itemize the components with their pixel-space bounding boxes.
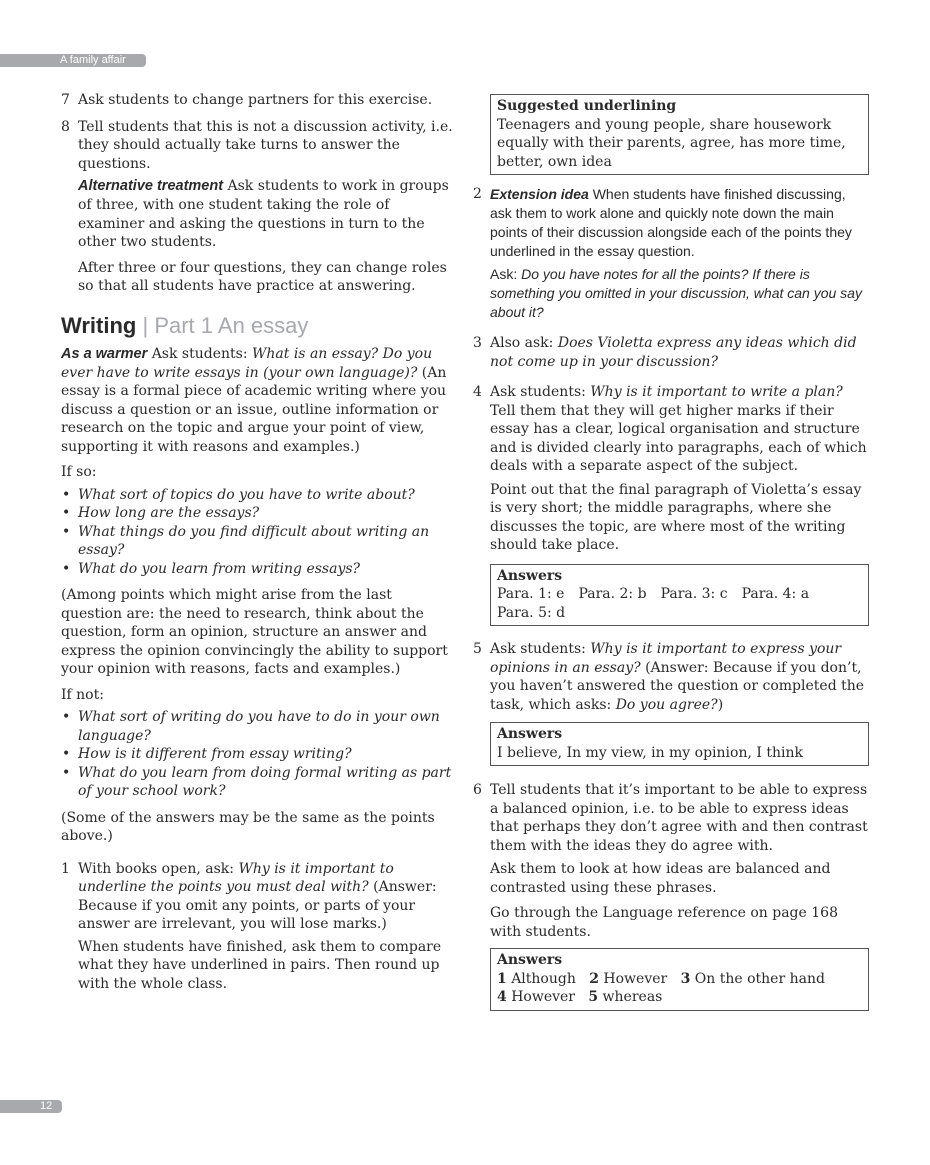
answer-item: Para. 3: c [660,586,728,602]
compare-instructions: When students have finished, ask them to compare what they have underlined in pairs. Then round up with the whole class. [78,938,442,992]
section-tab-label: A family affair [60,54,126,66]
warmer-label: As a warmer [61,345,148,362]
list-item-text: What sort of topics do you have to write about? [78,486,415,503]
language-reference-note: Go through the Language reference on page 168 with students. [490,905,838,940]
step-question: Does Violetta express any ideas which did not come up in your discussion? [490,335,857,370]
step-number: 8 [61,118,70,135]
step-text: Ask students: [490,641,591,657]
box-heading: Answers [497,726,563,742]
ask-label: Ask: [490,266,522,282]
list-item-text: What do you learn from writing essays? [78,560,361,577]
step-4 [473,383,869,476]
step-number: 6 [473,782,482,798]
suggested-underlining-box [490,94,869,175]
step-text: With books open, ask: [78,860,239,877]
final-paragraph-note: Point out that the final paragraph of Violetta’s essay is very short; the middle paragraphs, where she discusses the topic, are where most of the writing should take place. [490,481,862,553]
step-5 [473,640,869,714]
right-column [473,94,869,1021]
box-heading: Answers [497,952,563,968]
step-question: Why is it important to express your opinions in an essay? [490,641,842,676]
step-number: 5 [473,641,482,657]
warmer-paragraph [61,345,457,457]
step-text: Tell students that it’s important to be able to express a balanced opinion, i.e. to be able to express ideas that perhaps they don’t agree with and then contrast them with the ideas they do agree with. [490,782,868,854]
left-column [61,91,457,1000]
list-item: • What sort of writing do you have to do in your own language? [62,709,440,744]
step-2 [473,185,869,261]
list-item: • What do you learn from writing essays? [62,560,361,577]
section-heading-title: Writing [61,312,137,338]
answer-text: whereas [598,989,663,1005]
list-item: • What sort of topics do you have to write about? [62,486,415,503]
list-item: • What do you learn from doing formal writing as part of your school work? [62,764,452,799]
step-text: Ask students: [490,384,591,400]
warmer-explanation: (An essay is a formal piece of academic writing where you discuss a question or an issue, outline information or research on the topic and argue your point of view, supporting it with reasons and examples.) [61,364,447,455]
step-text: When students have finished discussing, ask them to work alone and quickly note down the main points of their discussion alongside each of the points they underlined in the essay question. [490,186,852,259]
list-item: • How long are the essays? [62,505,260,521]
warmer-text: Ask students: [147,345,252,362]
roles-note: After three or four questions, they can change roles so that all students have practice at answering. [78,259,447,294]
list-item-text: How long are the essays? [78,505,260,521]
answer-item: Para. 4: a [741,586,810,602]
answer-text: Although [506,970,576,987]
answer-text: However [506,989,575,1005]
extension-idea-label: Extension idea [490,186,589,202]
answer-text: However [598,970,668,987]
ask-question: Do you have notes for all the points? If there is something you omitted in your discussion, what can you say about it? [490,266,862,320]
answers-box-paragraphs [490,564,869,627]
step-question: Why is it important to underline the points you must deal with? [78,860,394,895]
among-points-paragraph: (Among points which might arise from the last question are: the need to research, think about the question, form an opinion, structure an answer and express the opinion convincingly the ability to support your opinion with reasons, facts and examples.) [61,587,448,677]
if-so-label: If so: [61,464,97,480]
box-heading: Suggested underlining [497,98,677,114]
if-not-label: If not: [61,686,104,703]
answer-number: 3 [680,970,691,987]
closing-paren: ) [717,696,724,713]
list-item-text: What sort of writing do you have to do in your own language? [78,709,440,744]
step-number: 1 [61,860,70,877]
extension-question [473,265,869,322]
answers-row [497,585,862,604]
step-number: 7 [61,92,70,108]
list-item-text: How is it different from essay writing? [78,746,352,762]
contrast-instructions: Ask them to look at how ideas are balanced and contrasted using these phrases. [490,861,831,896]
answers-box-linkers [490,948,869,1011]
step-1 [61,860,457,934]
step-answer: (Answer: Because if you don’t, you haven’t answered the question or completed the task, which asks: [490,659,865,713]
step-3 [473,334,869,371]
answer-number: 1 [497,970,507,987]
step-question-2: Do you agree? [615,696,718,713]
page-number-tab [0,1100,62,1113]
box-heading: Answers [497,567,563,584]
step-answer: (Answer: Because if you omit any points, or parts of your answer are irrelevant, you will lose marks.) [78,879,437,932]
list-item-text: What things do you find difficult about writing an essay? [78,523,430,558]
section-heading-separator: | [136,312,155,338]
answer-number: 5 [588,989,599,1005]
step-6 [473,781,869,855]
list-item-text: What do you learn from doing formal writing as part of your school work? [78,764,452,799]
answer-number: 4 [497,989,507,1005]
if-not-list [61,708,457,801]
box-text: I believe, In my view, in my opinion, I think [497,744,803,761]
section-heading [61,313,457,339]
step-number: 2 [473,186,482,202]
page-number: 12 [40,1100,53,1112]
step-number: 3 [473,335,482,351]
step-explanation: Tell them that they will get higher marks if their essay has a clear, logical organisation and structure and is divided clearly into paragraphs, each of which deals with a separate aspect of the subject. [490,402,867,474]
answers-row [497,988,862,1007]
answer-item: Para. 1: e [497,586,565,602]
answer-text: On the other hand [690,970,825,987]
step-7 [61,91,457,110]
step-question: Why is it important to write a plan? [590,384,843,400]
step-text: Tell students that this is not a discussion activity, i.e. they should actually take turns to answer the questions. [78,118,453,172]
box-text: Teenagers and young people, share housework equally with their parents, agree, has more time, better, own idea [497,116,846,170]
section-heading-part: Part 1 An essay [154,312,309,338]
answer-number: 2 [589,970,599,987]
alternative-treatment-label: Alternative treatment [78,178,224,194]
answer-item: Para. 5: d [497,604,566,621]
list-item: • What things do you find difficult about writing an essay? [62,523,430,558]
warmer-question: What is an essay? Do you ever have to write essays in (your own language)? [61,345,433,381]
same-answers-note: (Some of the answers may be the same as the points above.) [61,809,435,844]
if-so-list [61,486,457,579]
step-text: Ask students to change partners for this exercise. [78,92,433,108]
step-number: 4 [473,384,482,400]
alternative-treatment [61,177,457,252]
answers-box-phrases [490,722,869,766]
step-text: Also ask: [490,335,558,351]
list-item: • How is it different from essay writing? [62,746,352,762]
answers-row [497,970,862,989]
answer-item: Para. 2: b [578,586,647,602]
alternative-treatment-text: Ask students to work in groups of three, with one student taking the role of examiner and asking the questions in turn to the other two students. [78,178,449,250]
section-tab [0,54,146,67]
step-8 [61,118,457,174]
